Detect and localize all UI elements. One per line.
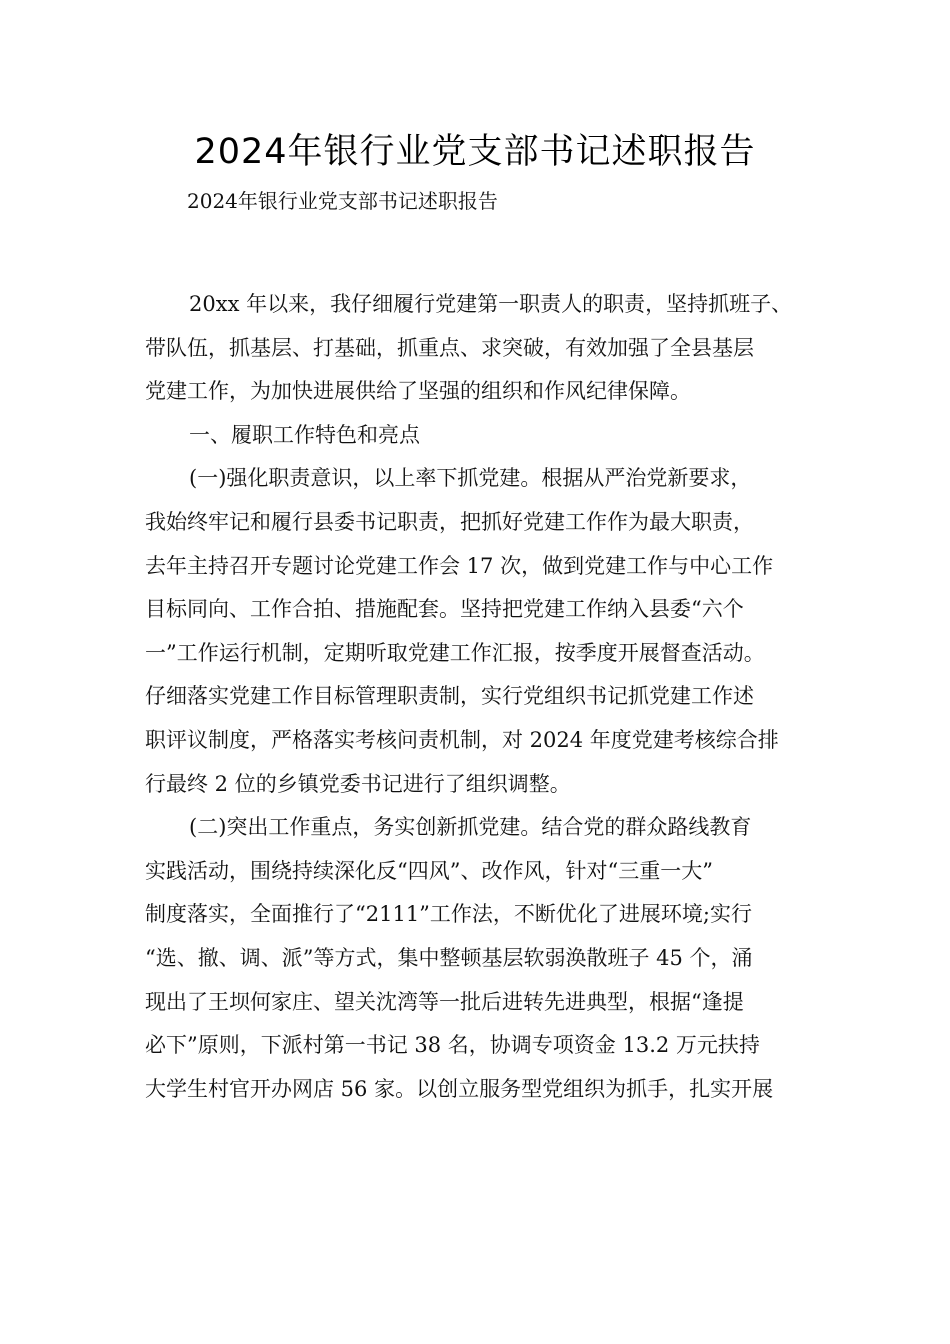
paragraph-line: 制度落实，全面推行了“2111”工作法，不断优化了进展环境;实行: [145, 902, 752, 927]
paragraph-line: 党建工作，为加快进展供给了坚强的组织和作风纪律保障。: [145, 379, 691, 404]
section-heading: 一、履职工作特色和亮点: [189, 422, 420, 447]
paragraph-line: 行最终 2 位的乡镇党委书记进行了组织调整。: [145, 771, 571, 796]
paragraph-line: 仔细落实党建工作目标管理职责制，实行党组织书记抓党建工作述: [145, 684, 754, 709]
paragraph-line: 一”工作运行机制，定期听取党建工作汇报，按季度开展督查活动。: [145, 640, 765, 665]
document-subtitle: 2024年银行业党支部书记述职报告: [187, 189, 498, 213]
paragraph-line: 去年主持召开专题讨论党建工作会 17 次，做到党建工作与中心工作: [145, 553, 774, 578]
paragraph-line: (二)突出工作重点，务实创新抓党建。结合党的群众路线教育: [189, 815, 752, 840]
paragraph-line: 职评议制度，严格落实考核问责机制，对 2024 年度党建考核综合排: [145, 727, 779, 752]
paragraph-line: (一)强化职责意识，以上率下抓党建。根据从严治党新要求，: [189, 466, 752, 491]
paragraph-line: 20xx 年以来，我仔细履行党建第一职责人的职责，坚持抓班子、: [189, 292, 793, 316]
paragraph-line: 现出了王坝何家庄、望关沈湾等一批后进转先进典型，根据“逢提: [145, 989, 744, 1014]
paragraph-line: 实践活动，围绕持续深化反“四风”、改作风，针对“三重一大”: [145, 858, 713, 883]
document-body: [145, 283, 825, 1111]
paragraph-line: 我始终牢记和履行县委书记职责，把抓好党建工作作为最大职责，: [145, 509, 754, 534]
paragraph-line: 目标同向、工作合拍、措施配套。坚持把党建工作纳入县委“六个: [145, 597, 744, 622]
paragraph-line: 必下”原则，下派村第一书记 38 名，协调专项资金 13.2 万元扶持: [145, 1033, 760, 1058]
paragraph-line: “选、撤、调、派”等方式，集中整顿基层软弱涣散班子 45 个，涌: [145, 945, 753, 970]
paragraph-line: 带队伍，抓基层、打基础，抓重点、求突破，有效加强了全县基层: [145, 335, 754, 360]
paragraph-line: 大学生村官开办网店 56 家。以创立服务型党组织为抓手，扎实开展: [145, 1076, 774, 1101]
document-title: 2024年银行业党支部书记述职报告: [194, 132, 756, 172]
